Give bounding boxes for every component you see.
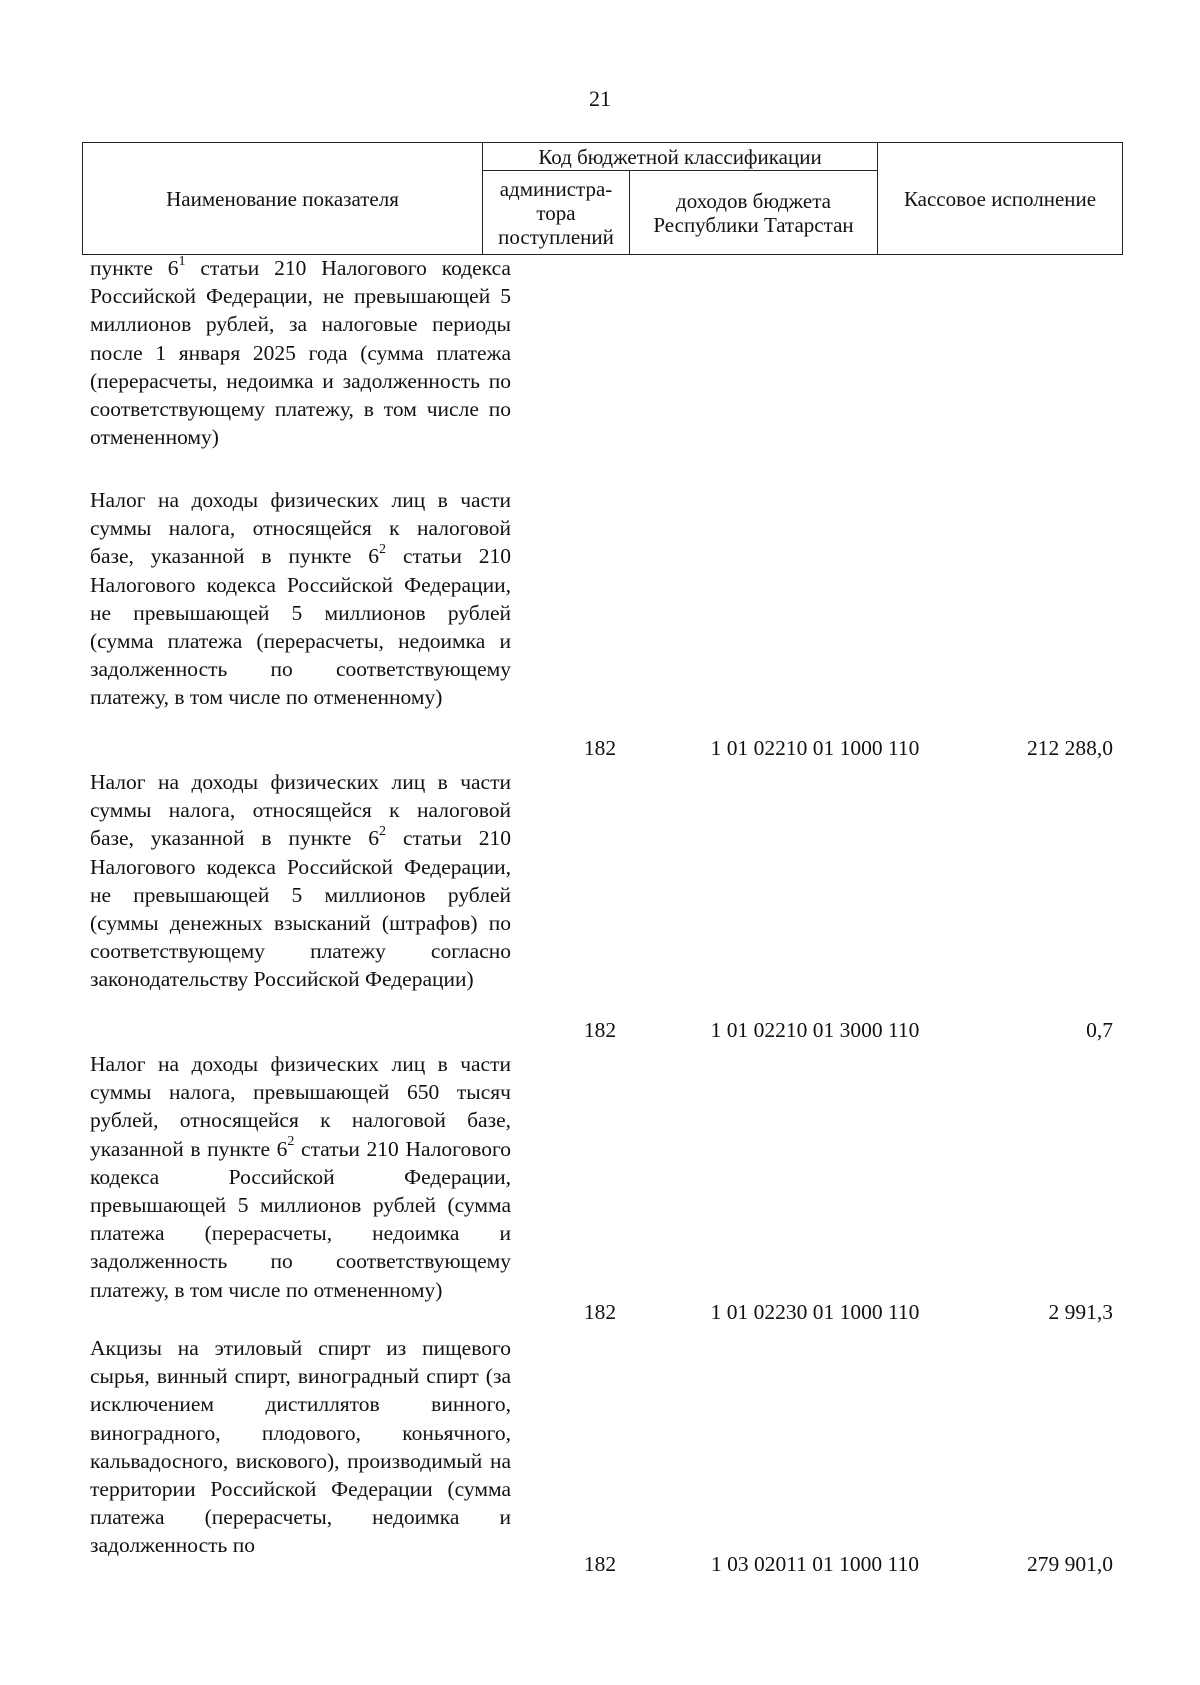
row-0-superscript: 1 — [178, 253, 186, 269]
row-2-superscript: 2 — [379, 824, 387, 840]
row-1-name: Налог на доходы физических лиц в части суммы налога, относящейся к налоговой базе, указанной в пункте $6^2$ статьи 210 Налогового кодекса Российской Федерации, не превышающей 5 миллионов рублей (сумма платежа (перерасчеты, недоимка и задолженность по соответствующему платежу, в том числе по отмененному) — [90, 488, 511, 710]
header-name-column: Наименование показателя — [83, 143, 483, 255]
row-1-code: 1 01 02210 01 1000 110 — [710, 736, 920, 760]
header-income-column: доходов бюджета Республики Татарстан — [630, 171, 878, 255]
row-2-admin: 182 — [583, 1018, 617, 1042]
row-4-amount: 279 901,0 — [1027, 1552, 1113, 1576]
row-4-name: Акцизы на этиловый спирт из пищевого сырья, винный спирт, виноградный спирт (за исключением дистиллятов винного, виноградного, плодового, коньячного, кальвадосного, вискового), производимый на территории Российской Федерации (сумма платежа (перерасчеты, недоимка и задолженность по — [90, 1336, 511, 1558]
row-0-name: пункте $6^1$ статьи 210 Налогового кодекса Российской Федерации, не превышающей 5 миллионов рублей, за налоговые периоды после 1 января 2025 года (сумма платежа (перерасчеты, недоимка и задолженность по соответствующему платежу, в том числе по отмененному) — [90, 253, 511, 450]
row-2-amount: 0,7 — [1086, 1018, 1113, 1042]
row-3-amount: 2 991,3 — [1048, 1300, 1113, 1324]
row-1-amount: 212 288,0 — [1027, 736, 1113, 760]
row-3-superscript: 2 — [287, 1134, 295, 1150]
page-number: 21 — [589, 86, 611, 111]
row-3-name: Налог на доходы физических лиц в части суммы налога, превышающей 650 тысяч рублей, относящейся к налоговой базе, указанной в пункте $6^2$ статьи 210 Налогового кодекса Российской Федерации, превышающей 5 миллионов рублей (сумма платежа (перерасчеты, недоимка и задолженность по соответствующему платежу, в том числе по отмененному) — [90, 1052, 511, 1302]
row-1-superscript: 2 — [379, 542, 387, 558]
row-1-admin: 182 — [583, 736, 617, 760]
row-3-code: 1 01 02230 01 1000 110 — [710, 1300, 920, 1324]
header-admin-column: администра-тора поступлений — [483, 171, 630, 255]
row-3-admin: 182 — [583, 1300, 617, 1324]
row-2-code: 1 01 02210 01 3000 110 — [710, 1018, 920, 1042]
row-4-code: 1 03 02011 01 1000 110 — [710, 1552, 920, 1576]
header-execution-column: Кассовое исполнение — [878, 143, 1123, 255]
header-code-group: Код бюджетной классификации — [483, 143, 878, 171]
row-2-name: Налог на доходы физических лиц в части суммы налога, относящейся к налоговой базе, указанной в пункте $6^2$ статьи 210 Налогового кодекса Российской Федерации, не превышающей 5 миллионов рублей (суммы денежных взысканий (штрафов) по соответствующему платежу согласно законодательству Российской Федерации) — [90, 770, 511, 992]
row-4-admin: 182 — [583, 1552, 617, 1576]
